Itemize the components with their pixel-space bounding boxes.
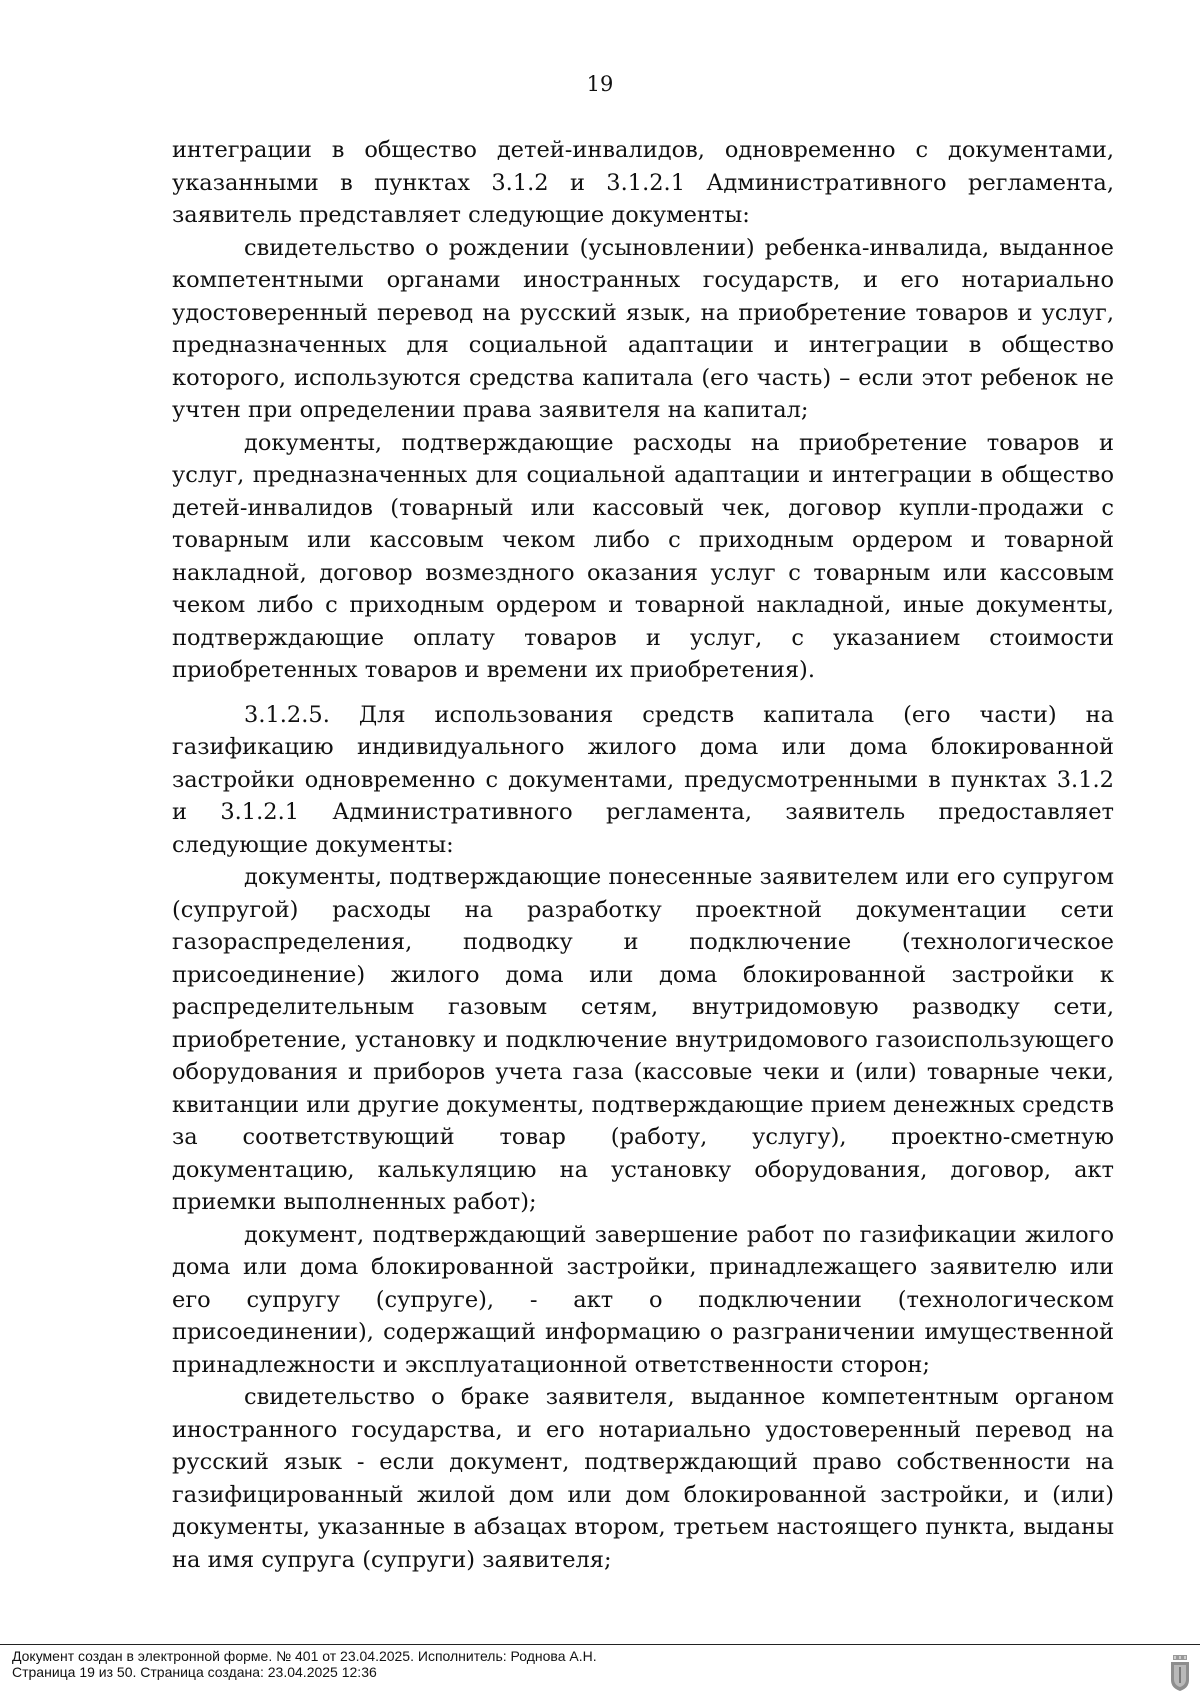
document-body <box>172 134 1114 1576</box>
paragraph-marriage-certificate: свидетельство о браке заявителя, выданное компетентным органом иностранного государства, и его нотариально удостоверенный перевод на русский язык - если документ, подтверждающий право собственности на газифицированный жилой дом или дом блокированной застройки, и (или) документы, указанные в абзацах втором, третьем настоящего пункта, выданы на имя супруга (супруги) заявителя; <box>172 1384 1114 1573</box>
page-number: 19 <box>586 72 614 96</box>
footer-page-info: Страница 19 из 50. Страница создана: 23.04.2025 12:36 <box>12 1664 377 1680</box>
coat-of-arms-icon <box>1170 1654 1190 1692</box>
footer-document-info: Документ создан в электронной форме. № 401 от 23.04.2025. Исполнитель: Роднова А.Н. <box>12 1648 597 1664</box>
paragraph-completion-document: документ, подтверждающий завершение работ по газификации жилого дома или дома блокированной застройки, принадлежащего заявителю или его супругу (супруге), - акт о подключении (технологическом присоединении), содержащий информацию о разграничении имущественной принадлежности и эксплуатационной ответственности сторон; <box>172 1221 1114 1378</box>
paragraph-continuation: интеграции в общество детей-инвалидов, одновременно с документами, указанными в пунктах 3.1.2 и 3.1.2.1 Административного регламента, заявитель представляет следующие документы: <box>172 137 1114 228</box>
paragraph-gasification-expenses: документы, подтверждающие понесенные заявителем или его супругом (супругой) расходы на разработку проектной документации сети газораспределения, подводку и подключение (технологическое присоединение) жилого дома или дома блокированной застройки к распределительным газовым сетям, внутридомовую разводку сети, приобретение, установку и подключение внутридомового газоиспользующего оборудования и приборов учета газа (кассовые чеки и (или) товарные чеки, квитанции или другие документы, подтверждающие прием денежных средств за соответствующий товар (работу, услугу), проектно-сметную документацию, калькуляцию на установку оборудования, договор, акт приемки выполненных работ); <box>172 864 1114 1215</box>
paragraph-birth-certificate: свидетельство о рождении (усыновлении) ребенка-инвалида, выданное компетентными органами иностранных государств, и его нотариально удостоверенный перевод на русский язык, на приобретение товаров и услуг, предназначенных для социальной адаптации и интеграции в общество которого, используются средства капитала (его часть) – если этот ребенок не учтен при определении права заявителя на капитал; <box>172 234 1114 423</box>
paragraph-section-3-1-2-5: 3.1.2.5. Для использования средств капитала (его части) на газификацию индивидуального жилого дома или дома блокированной застройки одновременно с документами, предусмотренными в пунктах 3.1.2 и 3.1.2.1 Административного регламента, заявитель предоставляет следующие документы: <box>172 701 1114 858</box>
document-footer <box>12 1648 597 1680</box>
footer-divider <box>0 1644 1200 1645</box>
paragraph-expense-documents: документы, подтверждающие расходы на приобретение товаров и услуг, предназначенных для социальной адаптации и интеграции в общество детей-инвалидов (товарный или кассовый чек, договор купли-продажи с товарным или кассовым чеком либо с приходным ордером и товарной накладной, договор возмездного оказания услуг с товарным или кассовым чеком либо с приходным ордером и товарной накладной, иные документы, подтверждающие оплату товаров и услуг, с указанием стоимости приобретенных товаров и времени их приобретения). <box>172 429 1114 683</box>
